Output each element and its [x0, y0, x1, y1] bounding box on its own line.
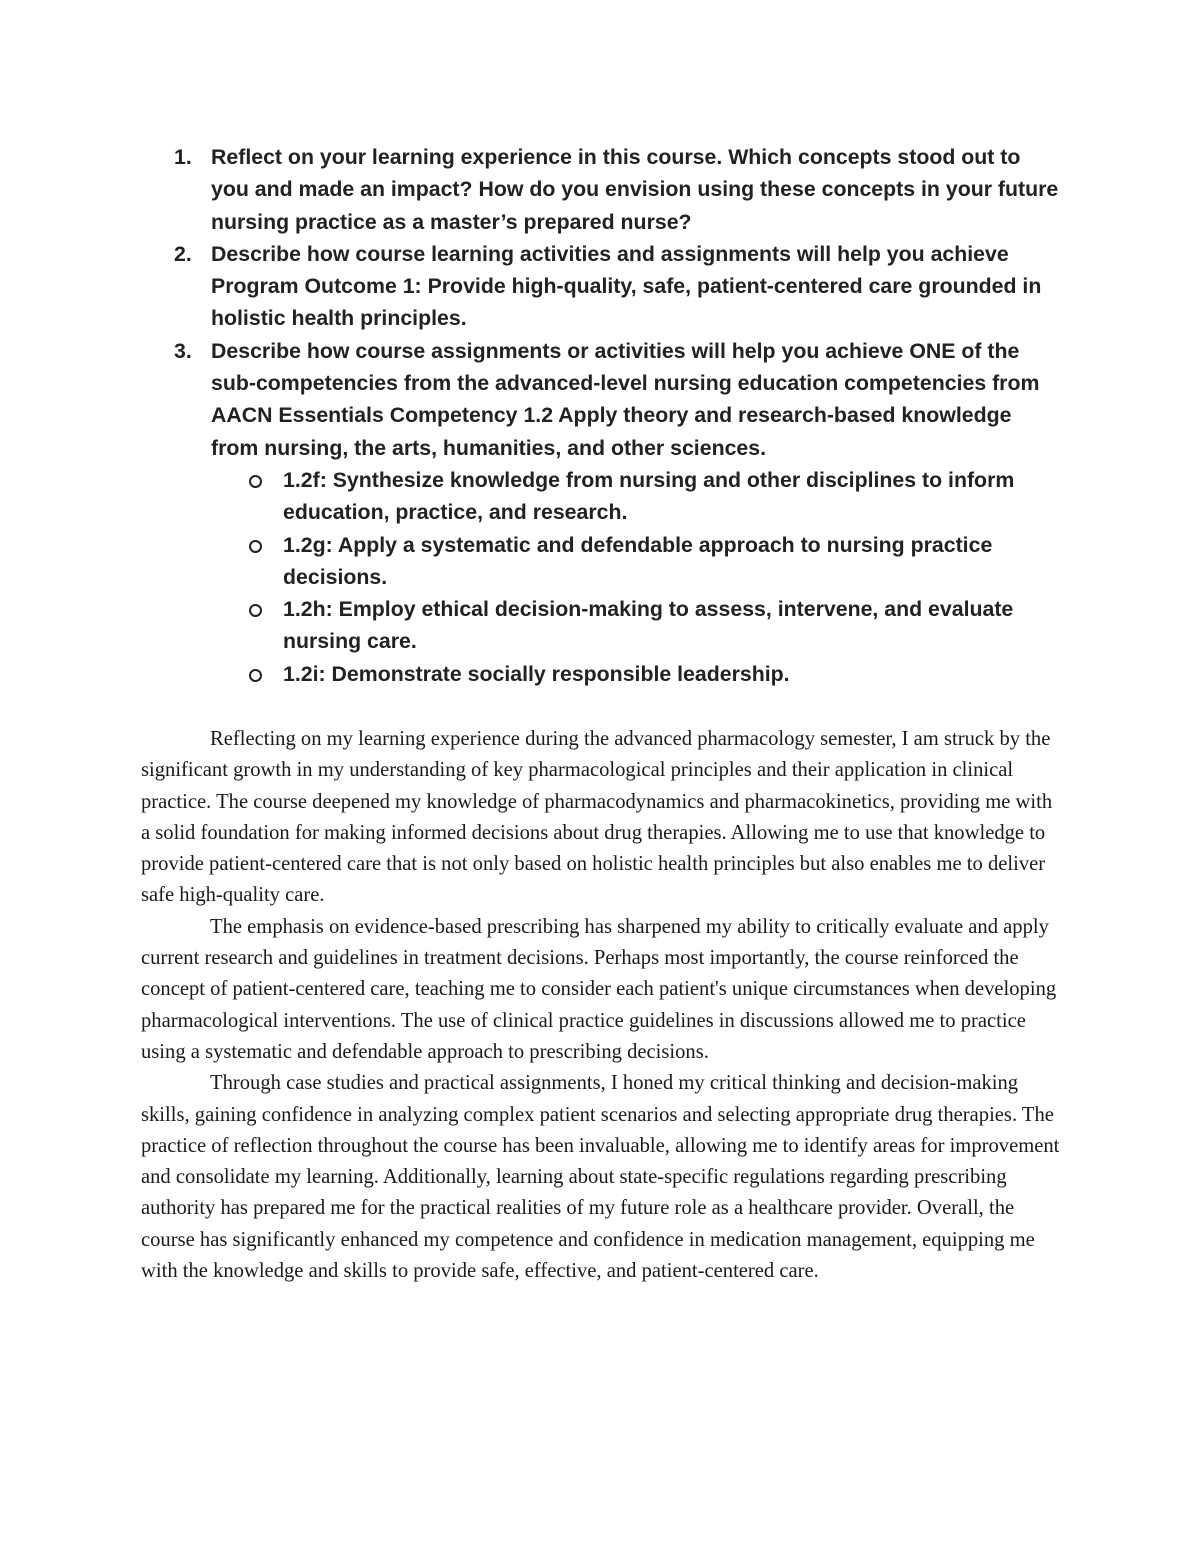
- subcompetency-text: 1.2i: Demonstrate socially responsible leadership.: [283, 661, 790, 686]
- question-item: [170, 238, 1060, 335]
- essay-paragraph: Through case studies and practical assignments, I honed my critical thinking and decision-making skills, gaining confidence in analyzing complex patient scenarios and selecting appropriate drug therapies. The practice of reflection throughout the course has been invaluable, allowing me to identify areas for improvement and consolidate my learning. Additionally, learning about state-specific regulations regarding prescribing authority has prepared me for the practical realities of my future role as a healthcare provider. Overall, the course has significantly enhanced my competence and confidence in medication management, equipping me with the knowledge and skills to provide safe, effective, and patient-centered care.: [141, 1072, 1060, 1283]
- question-list: [170, 141, 1060, 690]
- question-text: Describe how course assignments or activities will help you achieve ONE of the sub-competencies from the advanced-level nursing education competencies from AACN Essentials Competency 1.2 Apply theory and research-based knowledge from nursing, the arts, humanities, and other sciences.: [211, 338, 1040, 460]
- essay-paragraph: The emphasis on evidence-based prescribing has sharpened my ability to critically evaluate and apply current research and guidelines in treatment decisions. Perhaps most importantly, the course reinforced the concept of patient-centered care, teaching me to consider each patient's unique circumstances when developing pharmacological interventions. The use of clinical practice guidelines in discussions allowed me to practice using a systematic and defendable approach to prescribing decisions.: [141, 915, 1057, 1063]
- subcompetency-text: 1.2g: Apply a systematic and defendable approach to nursing practice decisions.: [283, 532, 993, 589]
- hollow-circle-bullet-icon: [249, 475, 262, 488]
- hollow-circle-bullet-icon: [249, 540, 262, 553]
- subcompetency-text: 1.2h: Employ ethical decision-making to assess, intervene, and evaluate nursing care.: [283, 597, 1014, 654]
- essay-body: [141, 724, 1066, 1287]
- essay-paragraph: Reflecting on my learning experience during the advanced pharmacology semester, I am struck by the significant growth in my understanding of key pharmacological principles and their application in clinical practice. The course deepened my knowledge of pharmacodynamics and pharmacokinetics, providing me with a solid foundation for making informed decisions about drug therapies. Allowing me to use that knowledge to provide patient-centered care that is not only based on holistic health principles but also enables me to deliver safe high-quality care.: [141, 728, 1053, 907]
- subcompetency-item: [170, 464, 1060, 529]
- hollow-circle-bullet-icon: [249, 604, 262, 617]
- question-number: 1.: [174, 145, 192, 169]
- question-text: Reflect on your learning experience in this course. Which concepts stood out to you and made an impact? How do you envision using these concepts in your future nursing practice as a master’s prepared nurse?: [211, 145, 1059, 234]
- hollow-circle-bullet-icon: [249, 669, 262, 682]
- subcompetency-item: [170, 529, 1060, 594]
- question-number: 2.: [174, 241, 192, 266]
- subcompetency-text: 1.2f: Synthesize knowledge from nursing and other disciplines to inform education, practice, and research.: [283, 467, 1015, 525]
- subcompetency-item: [170, 593, 1060, 658]
- question-text: Describe how course learning activities and assignments will help you achieve Program Outcome 1: Provide high-quality, safe, patient-centered care grounded in holistic health principles.: [211, 241, 1042, 331]
- question-number: 3.: [174, 338, 192, 363]
- question-item: [170, 141, 1060, 238]
- subcompetency-item: [170, 658, 1060, 690]
- question-item: [170, 335, 1060, 464]
